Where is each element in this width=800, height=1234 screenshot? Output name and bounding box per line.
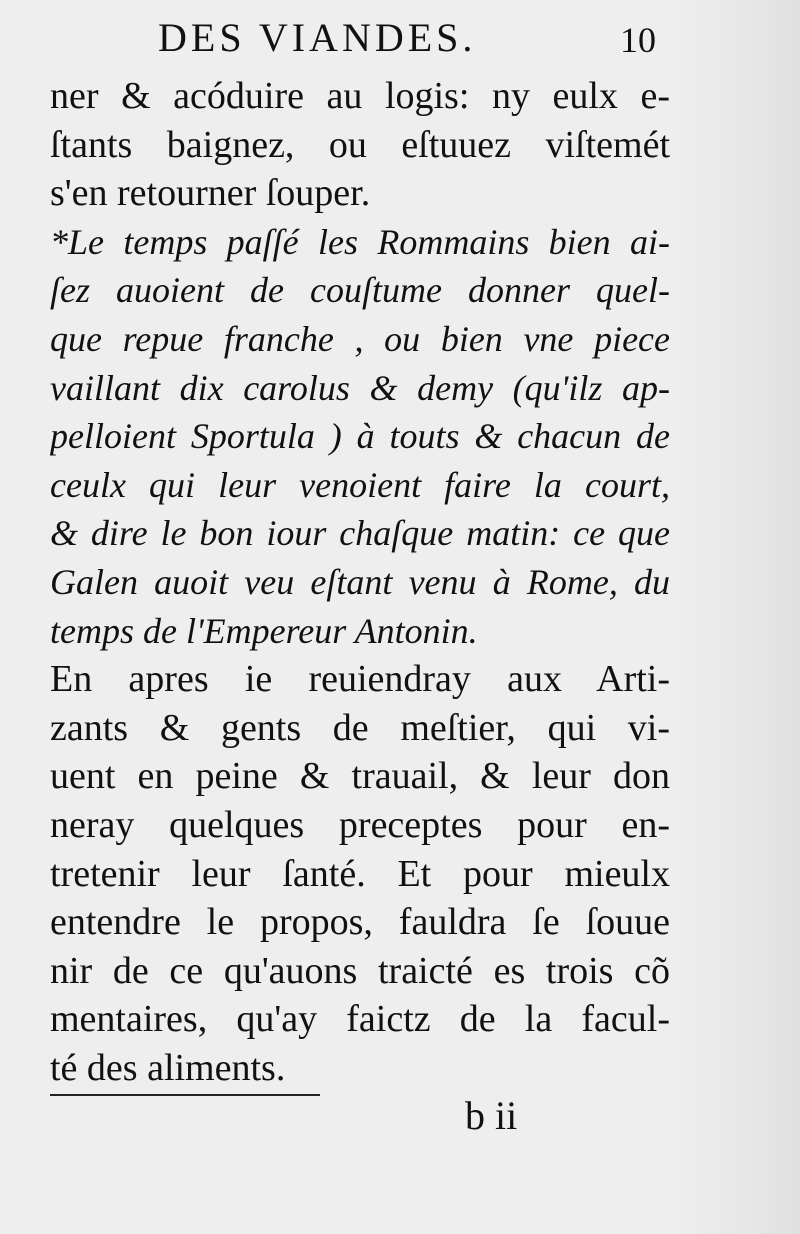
- page-number: 10: [620, 20, 656, 60]
- text-line: té des aliments.: [50, 1047, 286, 1089]
- text-line: s'en retourner ſouper.: [50, 172, 371, 215]
- running-head: DES VIANDES.: [158, 15, 477, 60]
- text-line: *Le temps paſſé les Rommains bien ai-: [50, 221, 670, 262]
- end-rule: [50, 1094, 320, 1096]
- text-line: mentaires, qu'ay faictz de la facul-: [50, 998, 670, 1041]
- signature-mark: b ii: [465, 1093, 518, 1138]
- text-line: En apres ie reuiendray aux Arti-: [50, 658, 670, 701]
- text-line: temps de l'Empereur Antonin.: [50, 610, 478, 651]
- text-line: ceulx qui leur venoient faire la court,: [50, 464, 670, 505]
- text-line: & dire le bon iour chaſque matin: ce que: [50, 513, 670, 554]
- text-line: ſez auoient de couſtume donner quel-: [50, 270, 670, 311]
- text-line: nir de ce qu'auons traicté es trois cõ: [50, 949, 670, 992]
- text-line: tretenir leur ſanté. Et pour mieulx: [50, 852, 670, 895]
- text-line: uent en peine & trauail, & leur don: [50, 755, 670, 798]
- text-line: pelloient Sportula ) à touts & chacun de: [50, 416, 670, 457]
- text-line: ner & acóduire au logis: ny eulx e-: [50, 75, 670, 117]
- book-page: [40, 6, 680, 1226]
- text-line: entendre le propos, fauldra ſe ſouue: [50, 901, 670, 944]
- text-line: vaillant dix carolus & demy (qu'ilz ap-: [50, 367, 670, 408]
- text-line: zants & gents de meſtier, qui vi-: [50, 706, 670, 749]
- text-line: que repue franche , ou bien vne piece: [50, 319, 670, 359]
- text-line: Galen auoit veu eſtant venu à Rome, du: [50, 562, 670, 602]
- text-line: neray quelques preceptes pour en-: [50, 804, 670, 846]
- page-header: [40, 6, 680, 66]
- text-line: ſtants baignez, ou eſtuuez viſtemét: [50, 123, 670, 166]
